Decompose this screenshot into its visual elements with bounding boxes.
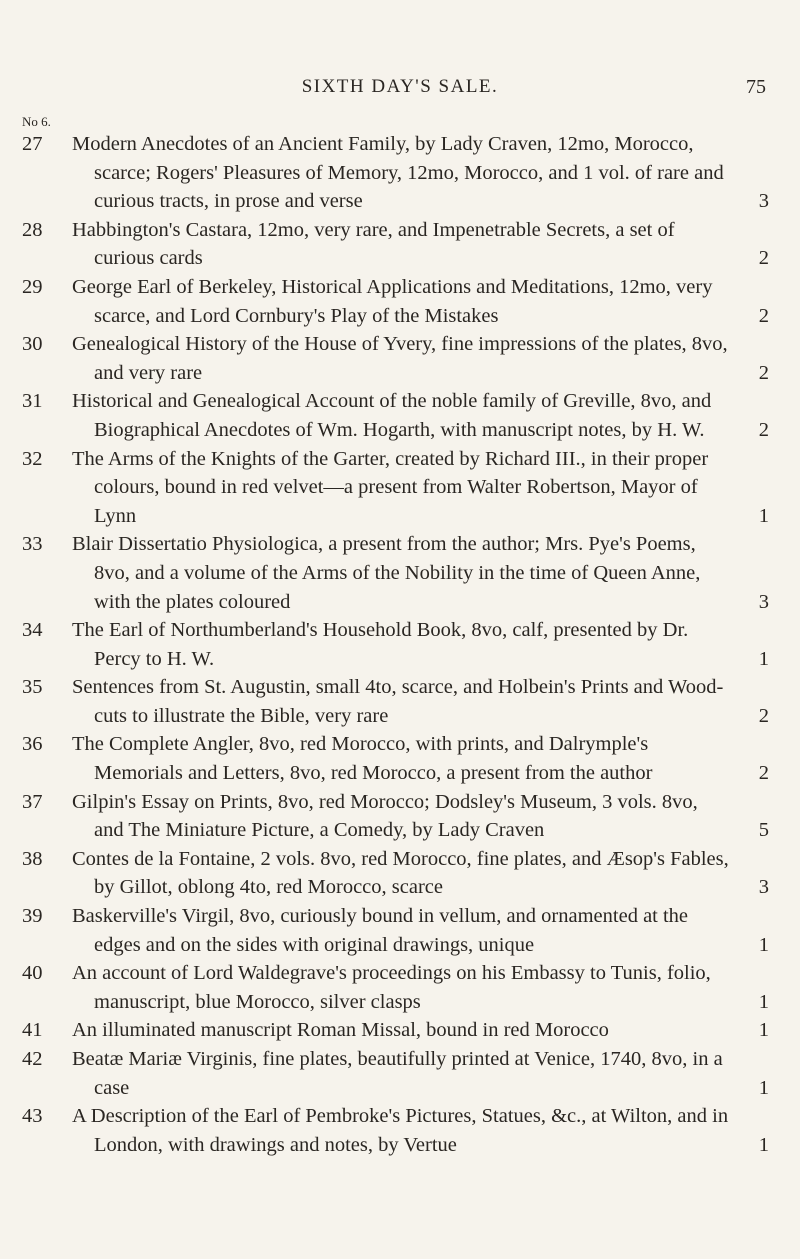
page-number: 75 xyxy=(746,76,766,98)
lot-description: Baskerville's Virgil, 8vo, curiously bound in vellum, and ornamented at the edges and on the sides with original drawings, unique xyxy=(72,905,689,956)
lot-quantity: 1 xyxy=(758,647,769,670)
lot-description: An account of Lord Waldegrave's proceedings on his Embassy to Tunis, folio, manuscript, blue Morocco, silver clasps xyxy=(72,962,711,1013)
lot-number: 31 xyxy=(22,390,43,413)
lot-description: An illuminated manuscript Roman Missal, bound in red Morocco xyxy=(72,1019,609,1042)
lot-entry xyxy=(0,387,800,444)
lot-quantity: 5 xyxy=(758,819,769,842)
lot-quantity: 1 xyxy=(758,990,769,1013)
lot-number: 34 xyxy=(22,619,43,642)
lot-entry xyxy=(0,130,800,216)
lot-number: 33 xyxy=(22,533,43,556)
lot-number: 38 xyxy=(22,847,43,870)
lot-entry xyxy=(0,788,800,845)
lot-entry xyxy=(0,845,800,902)
lot-number: 37 xyxy=(22,790,43,813)
lot-entry xyxy=(0,445,800,531)
lot-description: Contes de la Fontaine, 2 vols. 8vo, red Morocco, fine plates, and Æsop's Fables, by Gillot, oblong 4to, red Morocco, scarce xyxy=(72,847,729,899)
lot-quantity: 2 xyxy=(758,304,769,327)
lot-description: Beatæ Mariæ Virginis, fine plates, beautifully printed at Venice, 1740, 8vo, in a case xyxy=(72,1048,723,1099)
running-title: SIXTH DAY'S SALE. xyxy=(301,76,499,97)
lot-entry xyxy=(0,1016,800,1045)
lot-quantity: 1 xyxy=(758,1133,769,1156)
lot-description: Sentences from St. Augustin, small 4to, scarce, and Holbein's Prints and Wood-cuts to illustrate the Bible, very rare xyxy=(72,676,724,727)
lot-entry xyxy=(0,673,800,730)
lot-number: 27 xyxy=(22,133,43,155)
lot-quantity: 1 xyxy=(758,1076,769,1099)
lot-entry xyxy=(0,330,800,387)
lot-number: 32 xyxy=(22,447,43,470)
lot-quantity: 2 xyxy=(758,361,769,384)
lot-description: Gilpin's Essay on Prints, 8vo, red Morocco; Dodsley's Museum, 3 vols. 8vo, and The Miniature Picture, a Comedy, by Lady Craven xyxy=(72,790,698,842)
lot-entry xyxy=(0,616,800,673)
lot-entry xyxy=(0,273,800,330)
lot-description: Genealogical History of the House of Yvery, fine impressions of the plates, 8vo, and very rare xyxy=(72,333,728,384)
lot-description: Blair Dissertatio Physiologica, a present from the author; Mrs. Pye's Poems, 8vo, and a volume of the Arms of the Nobility in the time of Queen Anne, with the plates coloured xyxy=(72,533,701,613)
lot-quantity: 1 xyxy=(758,504,769,527)
lot-entry xyxy=(0,902,800,959)
lot-description: George Earl of Berkeley, Historical Applications and Meditations, 12mo, very scarce, and Lord Cornbury's Play of the Mistakes xyxy=(72,275,713,327)
lot-quantity: 2 xyxy=(758,704,769,727)
lot-number-column-label: No 6. xyxy=(22,114,51,129)
lot-entry xyxy=(0,730,800,787)
lot-entry xyxy=(0,1102,800,1159)
lot-quantity: 3 xyxy=(758,876,769,899)
lot-number: 36 xyxy=(22,733,43,756)
page-header xyxy=(0,76,800,102)
lot-number: 35 xyxy=(22,676,43,699)
lot-entry xyxy=(0,1045,800,1102)
lot-quantity: 2 xyxy=(758,418,769,441)
lot-entry xyxy=(0,530,800,616)
lot-entry xyxy=(0,959,800,1016)
lot-description: Modern Anecdotes of an Ancient Family, by Lady Craven, 12mo, Morocco, scarce; Rogers' Pleasures of Memory, 12mo, Morocco, and 1 vol. of rare and curious tracts, in prose and verse xyxy=(72,133,724,213)
lot-number: 39 xyxy=(22,905,43,928)
lot-number: 29 xyxy=(22,275,43,298)
lot-number: 42 xyxy=(22,1048,43,1070)
lot-description: A Description of the Earl of Pembroke's Pictures, Statues, &c., at Wilton, and in London, with drawings and notes, by Vertue xyxy=(72,1105,729,1156)
lot-quantity: 3 xyxy=(758,590,769,613)
lot-number: 30 xyxy=(22,333,43,356)
lot-quantity: 2 xyxy=(758,247,769,270)
lot-description: The Earl of Northumberland's Household Book, 8vo, calf, presented by Dr. Percy to H. W. xyxy=(72,619,689,670)
lot-quantity: 1 xyxy=(758,1019,769,1042)
lot-entry xyxy=(0,216,800,273)
lot-list xyxy=(0,130,800,1159)
lot-description: Historical and Genealogical Account of the noble family of Greville, 8vo, and Biographical Anecdotes of Wm. Hogarth, with manuscript notes, by H. W. xyxy=(72,390,712,441)
lot-description: The Arms of the Knights of the Garter, created by Richard III., in their proper colours, bound in red velvet—a present from Walter Robertson, Mayor of Lynn xyxy=(72,447,709,527)
lot-quantity: 2 xyxy=(758,762,769,785)
lot-number: 43 xyxy=(22,1105,43,1128)
lot-number: 28 xyxy=(22,218,43,241)
lot-number: 40 xyxy=(22,962,43,985)
lot-description: The Complete Angler, 8vo, red Morocco, with prints, and Dalrymple's Memorials and Letters, 8vo, red Morocco, a present from the author xyxy=(72,733,653,785)
lot-description: Habbington's Castara, 12mo, very rare, and Impenetrable Secrets, a set of curious cards xyxy=(72,218,675,270)
lot-quantity: 3 xyxy=(758,190,769,213)
lot-quantity: 1 xyxy=(758,933,769,956)
lot-number: 41 xyxy=(22,1019,43,1042)
